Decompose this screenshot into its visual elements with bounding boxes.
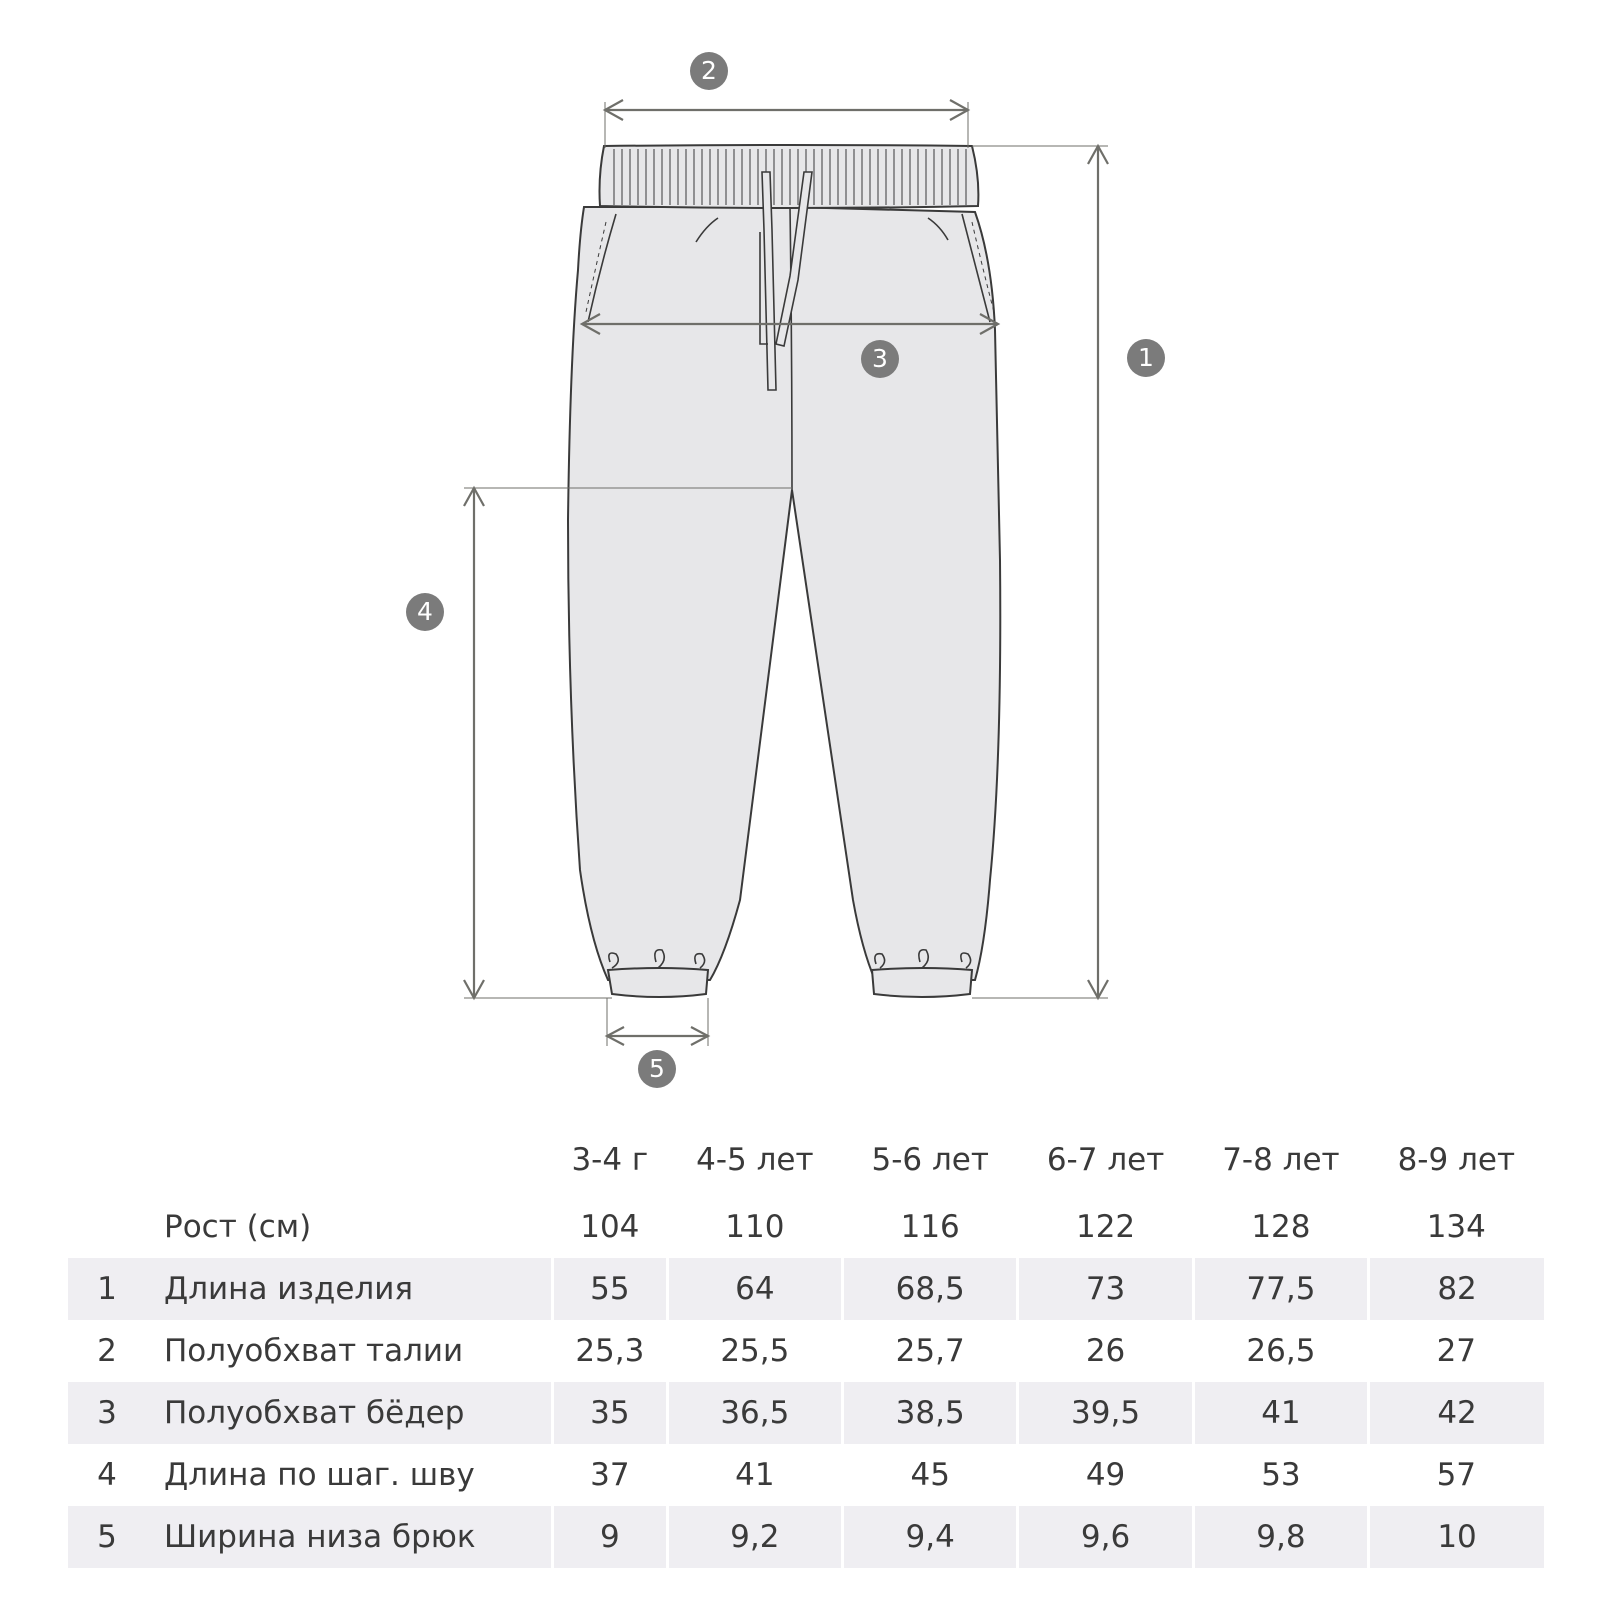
size-label: 4-5 лет: [696, 1142, 814, 1178]
table-cell: 9,2: [667, 1506, 842, 1568]
table-cell: 77,5: [1193, 1258, 1368, 1320]
table-row: [68, 1382, 1544, 1444]
table-cell: 9,8: [1193, 1506, 1368, 1568]
table-cell: 128: [1251, 1209, 1311, 1245]
size-label: 6-7 лет: [1046, 1142, 1165, 1178]
table-cell: 38,5: [843, 1382, 1018, 1444]
table-cell: 41: [735, 1457, 775, 1493]
table-cell: 25,3: [575, 1333, 645, 1369]
table-cell: 26: [1085, 1333, 1126, 1369]
table-cell: 37: [590, 1457, 630, 1493]
marker-4: 4: [406, 593, 444, 631]
size-label: 7-8 лет: [1222, 1142, 1340, 1178]
row-number: 5: [68, 1506, 146, 1568]
right-cuff: [872, 968, 972, 997]
table-cell: 25,7: [895, 1333, 965, 1369]
row-label: Рост (см): [164, 1209, 312, 1245]
waistband: [600, 145, 979, 208]
table-cell: 57: [1436, 1457, 1477, 1493]
row-number: [68, 1196, 146, 1258]
table-cell: 9: [553, 1506, 668, 1568]
table-cell: 42: [1369, 1382, 1544, 1444]
row-label: Длина изделия: [146, 1258, 553, 1320]
table-cell: 104: [580, 1209, 640, 1245]
table-cell: 55: [553, 1258, 668, 1320]
table-cell: 68,5: [843, 1258, 1018, 1320]
table-cell: 9,4: [843, 1506, 1018, 1568]
marker-3: 3: [861, 340, 899, 378]
row-number: 2: [97, 1333, 117, 1369]
table-row: [68, 1444, 1544, 1506]
size-header-row: [68, 1124, 1544, 1196]
table-cell: 35: [553, 1382, 668, 1444]
table-cell: 9,6: [1018, 1506, 1193, 1568]
row-number: 1: [68, 1258, 146, 1320]
table-cell: 116: [900, 1209, 960, 1245]
left-cuff: [608, 968, 708, 997]
table-cell: 134: [1426, 1209, 1486, 1245]
size-label: 5-6 лет: [871, 1142, 989, 1178]
table-cell: 10: [1369, 1506, 1544, 1568]
table-cell: 64: [667, 1258, 842, 1320]
table-cell: 27: [1436, 1333, 1477, 1369]
table-cell: 82: [1369, 1258, 1544, 1320]
table-cell: 36,5: [667, 1382, 842, 1444]
table-cell: 45: [910, 1457, 950, 1493]
marker-2: 2: [690, 52, 728, 90]
table-cell: 39,5: [1018, 1382, 1193, 1444]
table-cell: 25,5: [720, 1333, 790, 1369]
table-cell: 41: [1193, 1382, 1368, 1444]
size-label: 3-4 г: [571, 1142, 649, 1178]
size-table: [68, 1124, 1544, 1568]
table-row: [68, 1320, 1544, 1382]
table-cell: 122: [1075, 1209, 1136, 1245]
row-label: Полуобхват бёдер: [146, 1382, 553, 1444]
row-number: 4: [97, 1457, 117, 1493]
marker-1: 1: [1127, 339, 1165, 377]
table-row: [68, 1506, 1544, 1568]
row-label: Ширина низа брюк: [146, 1506, 553, 1568]
row-label: Полуобхват талии: [164, 1333, 464, 1369]
header-spacer: [68, 1124, 146, 1196]
height-row: [68, 1196, 1544, 1258]
row-label: Длина по шаг. шву: [164, 1457, 475, 1493]
size-label: 8-9 лет: [1397, 1142, 1516, 1178]
header-spacer: [146, 1124, 553, 1196]
table-cell: 26,5: [1246, 1333, 1316, 1369]
table-cell: 110: [725, 1209, 785, 1245]
table-row: [68, 1258, 1544, 1320]
row-number: 3: [68, 1382, 146, 1444]
table-cell: 73: [1018, 1258, 1193, 1320]
table-cell: 53: [1261, 1457, 1301, 1493]
table-cell: 49: [1085, 1457, 1126, 1493]
pants-body: [568, 145, 1000, 997]
marker-5: 5: [638, 1050, 676, 1088]
